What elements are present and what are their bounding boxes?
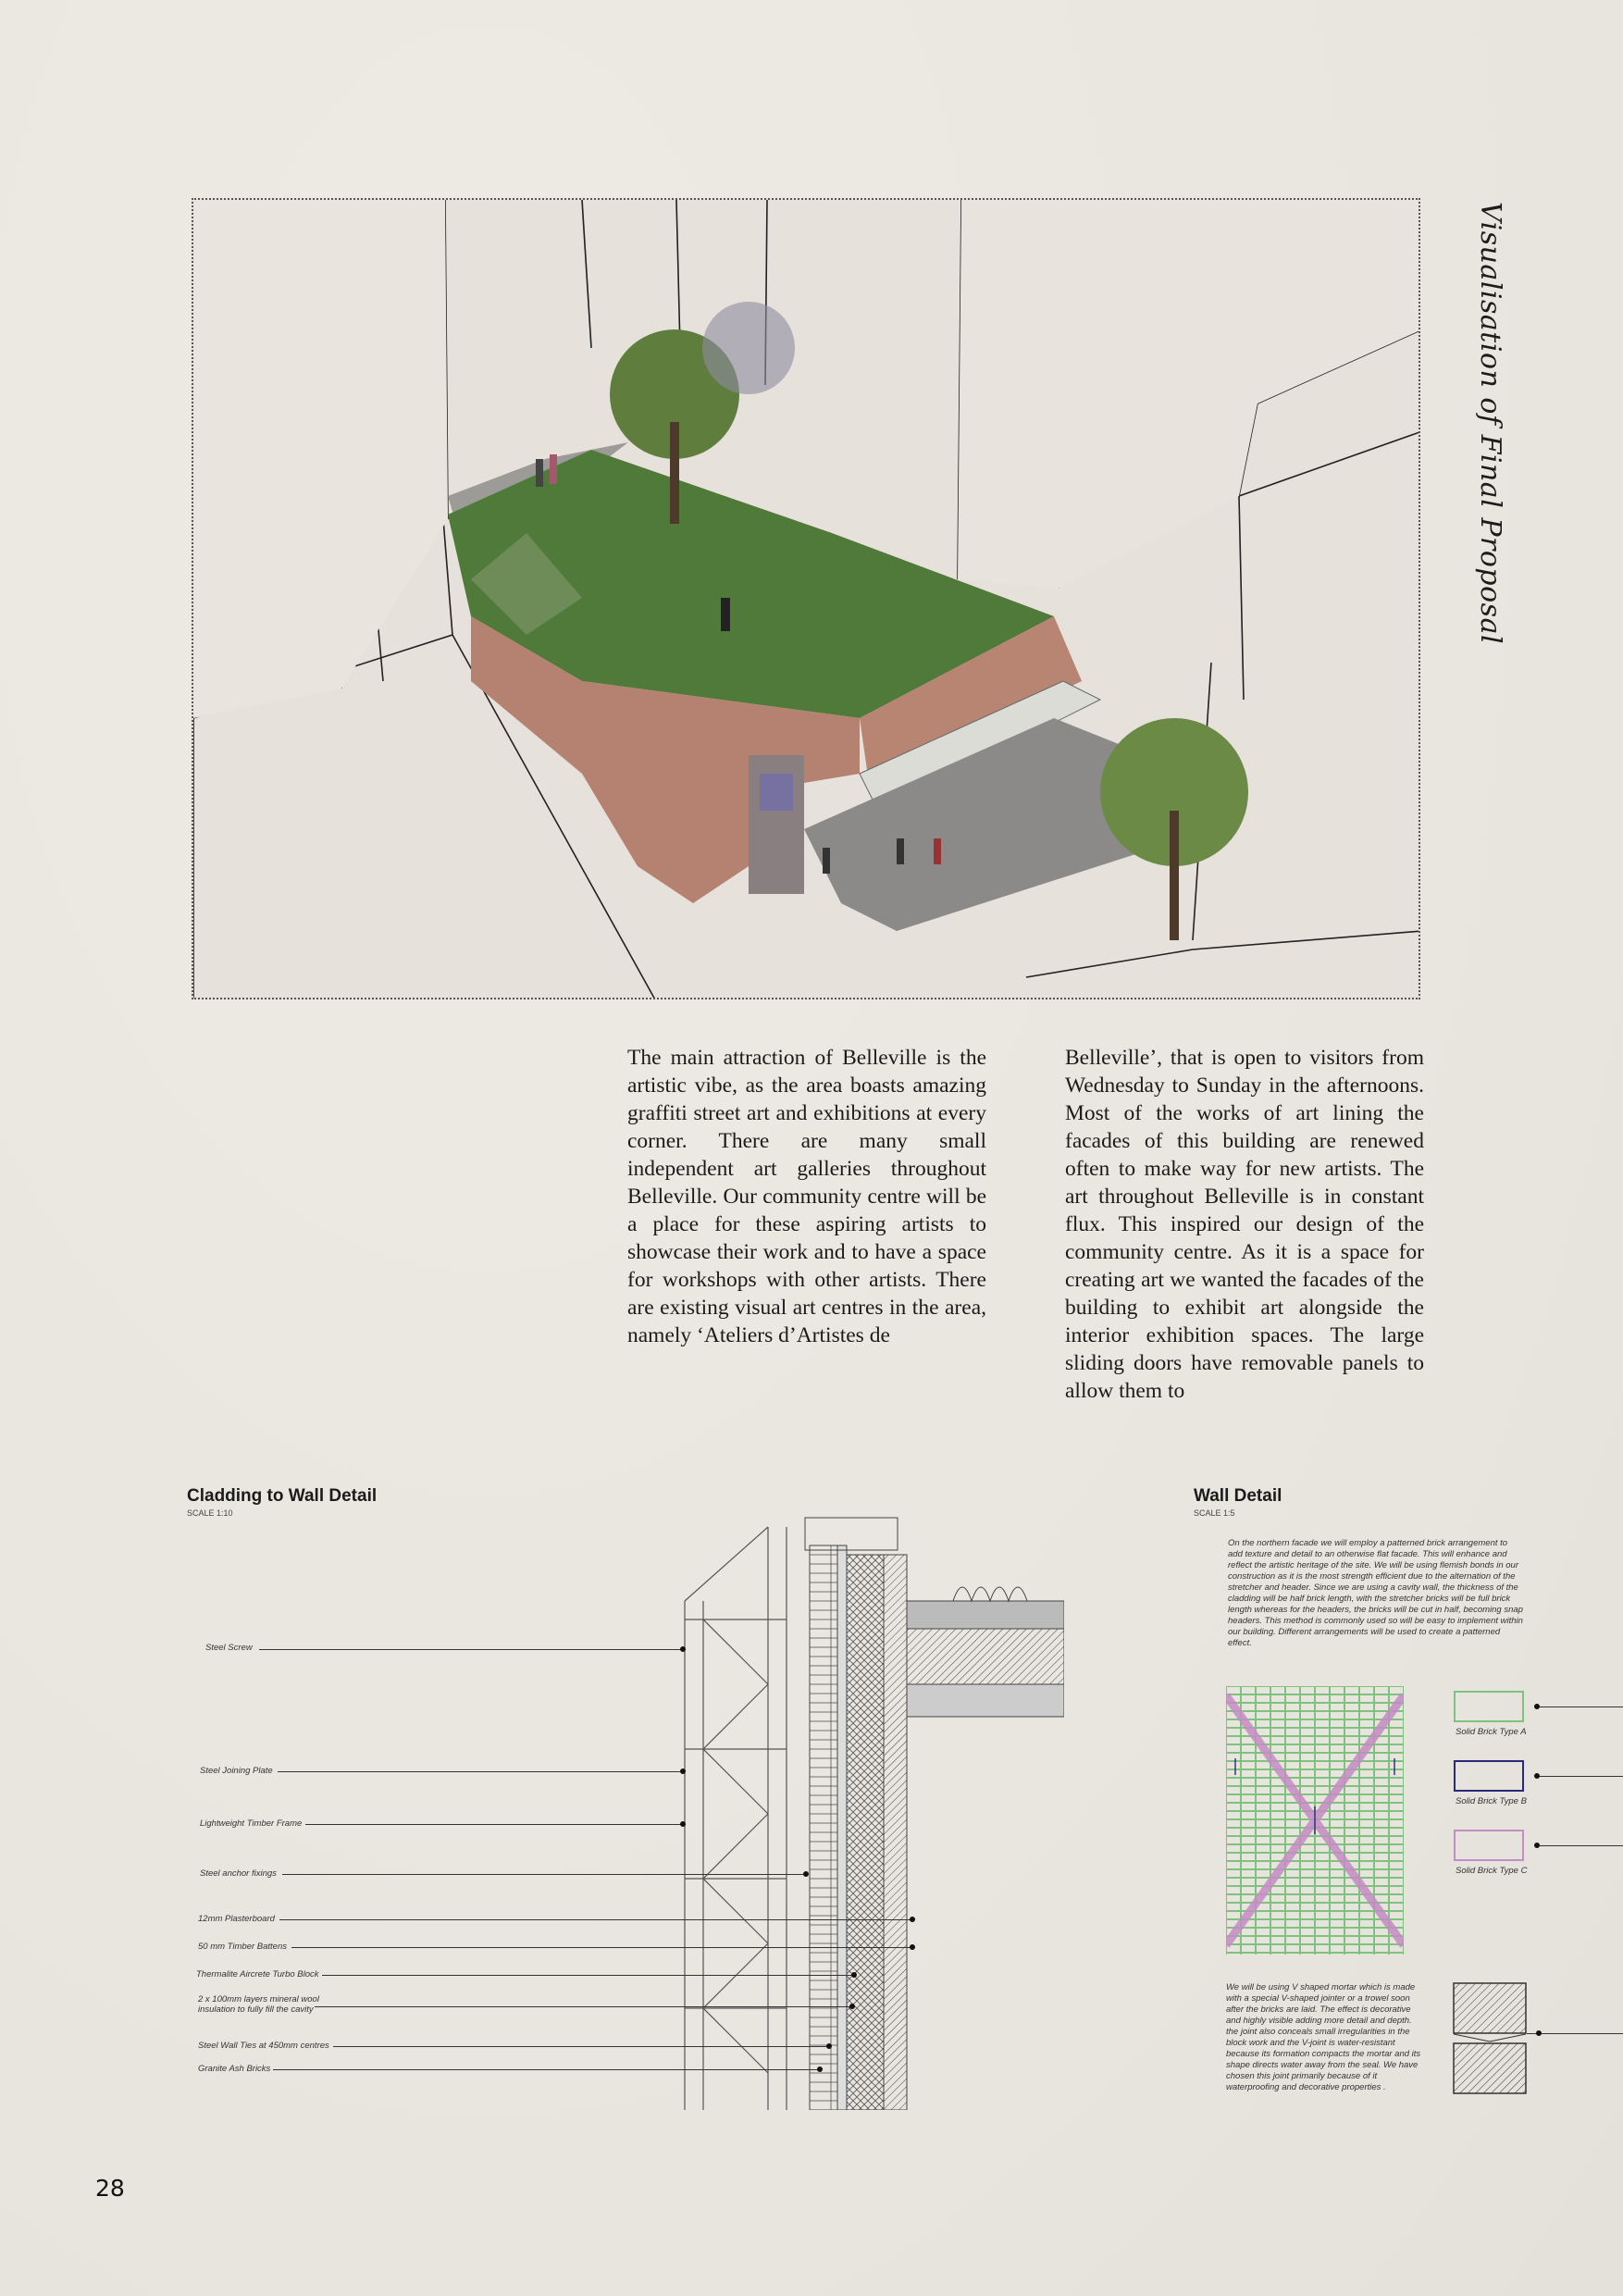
body-text-column-1: The main attraction of Belleville is the artistic vibe, as the area boasts amazing graffiti street art and exhibitions at every corner. There are many small independent art galleries throughout Belleville. Our community centre will be a place for these aspiring artists to showcase their work and to have a space for workshops with other artists. There are existing visual art centres in the area, namely ‘Ateliers d’Artistes de — [627, 1046, 986, 1347]
brick-pattern-drawing — [1226, 1686, 1404, 1955]
cladding-detail-scale: SCALE 1:10 — [187, 1508, 233, 1518]
leader-dot — [680, 1769, 686, 1774]
label-granite-ash-bricks: Granite Ash Bricks — [198, 2064, 271, 2074]
label-plasterboard: 12mm Plasterboard — [198, 1914, 275, 1924]
v-joint-mortar-drawing — [1453, 1982, 1527, 2095]
leader-dot — [849, 2004, 855, 2009]
page-number: 28 — [95, 2175, 125, 2202]
leader-dot — [1534, 1773, 1540, 1779]
page-title: Visualisation of Final Proposal — [1474, 202, 1506, 645]
leader-dot — [910, 1917, 915, 1922]
leader-line — [282, 1874, 805, 1875]
leader-line — [291, 1947, 911, 1948]
leader-line — [333, 2046, 828, 2047]
legend-label-brick-c: Solid Brick Type C — [1456, 1866, 1528, 1876]
label-steel-screw: Steel Screw — [205, 1643, 253, 1653]
cladding-detail-title: Cladding to Wall Detail — [187, 1486, 378, 1506]
leader-line — [259, 1649, 683, 1650]
wall-detail-scale: SCALE 1:5 — [1194, 1508, 1235, 1518]
label-mineral-wool: 2 x 100mm layers mineral wool insulation to fully fill the cavity — [198, 1994, 319, 2015]
cladding-section-drawing — [675, 1508, 1064, 2110]
axonometric-render — [193, 200, 1420, 999]
leader-dot — [826, 2043, 832, 2049]
legend-swatch-brick-b — [1454, 1760, 1524, 1792]
leader-line — [322, 1975, 854, 1976]
label-steel-joining-plate: Steel Joining Plate — [200, 1766, 273, 1776]
label-lightweight-timber-frame: Lightweight Timber Frame — [200, 1818, 303, 1829]
leader-dot — [851, 1972, 857, 1978]
leader-line — [315, 2006, 851, 2007]
leader-line — [1536, 1706, 1623, 1707]
legend-swatch-brick-c — [1454, 1830, 1524, 1861]
leader-line — [273, 2069, 819, 2070]
wall-detail-paragraph-1: On the northern facade we will employ a patterned brick arrangement to add texture and detail to an otherwise flat facade. This will enhance and reflect the artistic heritage of the site. We will be using flemish bonds in our construction as it is the most strength efficient due to the alternation of the stretcher and header. Since we are using a cavity wall, the thickness of the cladding will be half brick length, with the stretcher bricks will be full brick length whereas for the headers, the bricks will be cut in half, becoming snap headers. This method is commonly used so will be easy to implement within our building. Different arrangements will be used to create a patterned effect. — [1228, 1538, 1523, 1648]
body-text-column-2: Belleville’, that is open to visitors from Wednesday to Sunday in the afternoons. Most of the works of art lining the facades of this building are renewed often to make way for new artists. The art throughout Belleville is in constant flux. This inspired our design of the community centre. As it is a space for creating art we wanted the facades of the building to exhibit art alongside the interior exhibition spaces. The large sliding doors have removable panels to allow them to — [1065, 1046, 1424, 1403]
leader-line — [1536, 1776, 1623, 1777]
leader-line — [305, 1824, 683, 1825]
leader-dot — [1534, 1843, 1540, 1848]
leader-dot — [803, 1871, 809, 1877]
leader-dot — [1536, 2030, 1542, 2036]
leader-dot — [817, 2066, 823, 2072]
leader-dot — [910, 1944, 915, 1950]
leader-line — [1536, 1845, 1623, 1846]
legend-label-brick-b: Solid Brick Type B — [1456, 1796, 1527, 1806]
leader-line — [279, 1919, 911, 1920]
leader-dot — [680, 1646, 686, 1652]
visualisation-image — [192, 198, 1420, 999]
leader-dot — [680, 1821, 686, 1827]
wall-detail-title: Wall Detail — [1194, 1486, 1282, 1506]
legend-label-brick-a: Solid Brick Type A — [1456, 1727, 1527, 1737]
leader-dot — [1534, 1704, 1540, 1709]
label-timber-battens: 50 mm Timber Battens — [198, 1942, 288, 1952]
legend-swatch-brick-a — [1454, 1691, 1524, 1722]
wall-detail-paragraph-2: We will be using V shaped mortar which is made with a special V-shaped jointer or a trowel soon after the bricks are laid. The effect is decorative and highly visible adding more detail and depth. the joint also conceals small irregularities in the block work and the V-joint is water-resistant because its formation compacts the mortar and its shape directs water away from the seal. We have chosen this joint primarily because of it waterproofing and decorative properties . — [1226, 1982, 1421, 2092]
label-steel-wall-ties: Steel Wall Ties at 450mm centres — [198, 2041, 329, 2051]
leader-line — [278, 1771, 683, 1772]
label-steel-anchor-fixings: Steel anchor fixings — [200, 1868, 277, 1879]
label-aircrete-block: Thermalite Aircrete Turbo Block — [196, 1969, 319, 1980]
